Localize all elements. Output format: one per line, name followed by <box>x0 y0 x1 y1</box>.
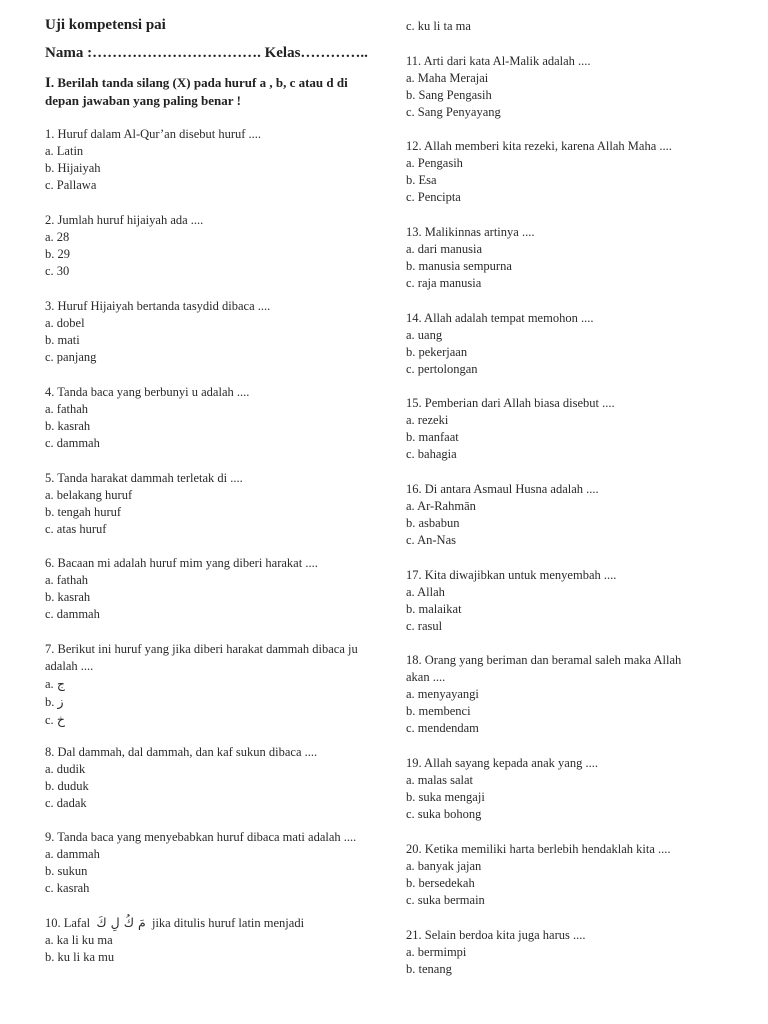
option-a: a. rezeki <box>406 413 449 427</box>
option-c: c. raja manusia <box>406 276 482 290</box>
option-b: b. pekerjaan <box>406 345 468 359</box>
option-c: c. suka bohong <box>406 807 482 821</box>
question-11 <box>406 53 706 121</box>
option-a: a. malas salat <box>406 773 473 787</box>
option-b: b. malaikat <box>406 602 462 616</box>
question-2 <box>45 212 365 280</box>
question-14 <box>406 310 706 378</box>
option-a: a. dammah <box>45 847 100 861</box>
option-a: a. banyak jajan <box>406 859 482 873</box>
question-stem: 5. Tanda harakat dammah terletak di .... <box>45 471 243 485</box>
option-letter: c. <box>45 713 54 727</box>
question-stem: 7. Berikut ini huruf yang jika diberi harakat dammah dibaca ju adalah .... <box>45 642 358 673</box>
option-a: a. dari manusia <box>406 242 483 256</box>
question-6 <box>45 555 365 623</box>
arabic-letter: ج <box>56 676 65 691</box>
stem-prefix: 10. Lafal <box>45 916 91 930</box>
option-b: b. tenang <box>406 962 452 976</box>
option-c: c. dammah <box>45 436 100 450</box>
question-stem: 16. Di antara Asmaul Husna adalah .... <box>406 482 599 496</box>
option-b: b. Esa <box>406 173 437 187</box>
option-a: a. belakang huruf <box>45 488 133 502</box>
option-c: c. dammah <box>45 607 100 621</box>
option-b: b. kasrah <box>45 419 91 433</box>
question-stem: 15. Pemberian dari Allah biasa disebut .... <box>406 396 615 410</box>
question-1 <box>45 126 365 194</box>
option-c: c. suka bermain <box>406 893 485 907</box>
question-stem: 1. Huruf dalam Al-Qur’an disebut huruf .... <box>45 127 262 141</box>
question-stem: 8. Dal dammah, dal dammah, dan kaf sukun dibaca .... <box>45 745 318 759</box>
option-c: c. mendendam <box>406 721 479 735</box>
option-c: c. ku li ta ma <box>406 19 471 33</box>
option-b: b. kasrah <box>45 590 91 604</box>
page-title: Uji kompetensi pai <box>45 17 166 33</box>
option-a: a. 28 <box>45 230 70 244</box>
question-16 <box>406 481 706 549</box>
question-stem: 11. Arti dari kata Al-Malik adalah .... <box>406 54 591 68</box>
option-a: a. dobel <box>45 316 85 330</box>
question-stem: 14. Allah adalah tempat memohon .... <box>406 311 594 325</box>
option-b: b. membenci <box>406 704 471 718</box>
option-b: b. Hijaiyah <box>45 161 101 175</box>
question-stem: 3. Huruf Hijaiyah bertanda tasydid dibaca .... <box>45 299 271 313</box>
question-stem: 12. Allah memberi kita rezeki, karena Allah Maha .... <box>406 139 672 153</box>
option-c: c. Pallawa <box>45 178 97 192</box>
question-stem <box>45 914 365 932</box>
option-a: a. Maha Merajai <box>406 71 489 85</box>
option-c <box>45 711 365 729</box>
option-b <box>45 693 365 711</box>
question-stem: 6. Bacaan mi adalah huruf mim yang diberi harakat .... <box>45 556 318 570</box>
question-stem: 20. Ketika memiliki harta berlebih hendaklah kita .... <box>406 842 671 856</box>
option-c: c. dadak <box>45 796 87 810</box>
question-9 <box>45 829 365 897</box>
option-b: b. bersedekah <box>406 876 475 890</box>
question-stem: 21. Selain berdoa kita juga harus .... <box>406 928 586 942</box>
question-10 <box>45 914 365 966</box>
option-c: c. bahagia <box>406 447 457 461</box>
option-b: b. duduk <box>45 779 89 793</box>
option-a: a. Pengasih <box>406 156 463 170</box>
option-c: c. kasrah <box>45 881 90 895</box>
option-letter: b. <box>45 695 55 709</box>
option-a: a. uang <box>406 328 443 342</box>
question-stem: 13. Malikinnas artinya .... <box>406 225 535 239</box>
option-b: b. mati <box>45 333 80 347</box>
option-a: a. Ar-Rahmān <box>406 499 476 513</box>
question-3 <box>45 298 365 366</box>
question-5 <box>45 470 365 538</box>
stem-suffix: jika ditulis huruf latin menjadi <box>151 916 305 930</box>
question-15 <box>406 395 706 463</box>
option-c: c. Sang Penyayang <box>406 105 501 119</box>
option-b: b. manusia sempurna <box>406 259 512 273</box>
question-stem: 2. Jumlah huruf hijaiyah ada .... <box>45 213 204 227</box>
option-letter: a. <box>45 677 54 691</box>
question-13 <box>406 224 706 292</box>
option-b: b. ku li ka mu <box>45 950 115 964</box>
question-stem: 4. Tanda baca yang berbunyi u adalah .... <box>45 385 250 399</box>
option-b: b. Sang Pengasih <box>406 88 492 102</box>
question-4 <box>45 384 365 452</box>
option-b: b. sukun <box>45 864 88 878</box>
question-8 <box>45 744 365 812</box>
option-c: c. pertolongan <box>406 362 478 376</box>
option-a: a. ka li ku ma <box>45 933 113 947</box>
option-c: c. An-Nas <box>406 533 456 547</box>
option-a: a. dudik <box>45 762 86 776</box>
question-stem: 9. Tanda baca yang menyebabkan huruf dibaca mati adalah .... <box>45 830 357 844</box>
option-a: a. Latin <box>45 144 84 158</box>
question-12 <box>406 138 706 206</box>
question-17 <box>406 567 706 635</box>
option-c: c. Pencipta <box>406 190 461 204</box>
instruction-body: . Berilah tanda silang (X) pada huruf a , b, c atau d di depan jawaban yang paling benar ! <box>45 75 348 108</box>
option-b: b. asbabun <box>406 516 460 530</box>
option-b: b. 29 <box>45 247 70 261</box>
question-18 <box>406 652 706 737</box>
option-c: c. rasul <box>406 619 443 633</box>
question-stem: 17. Kita diwajibkan untuk menyembah .... <box>406 568 617 582</box>
option-a: a. bermimpi <box>406 945 467 959</box>
question-19 <box>406 755 706 823</box>
question-7 <box>45 641 365 729</box>
option-b: b. suka mengaji <box>406 790 485 804</box>
question-10-continued <box>406 18 706 35</box>
option-a: a. menyayangi <box>406 687 479 701</box>
question-21 <box>406 927 706 978</box>
option-a: a. fathah <box>45 573 89 587</box>
question-stem: 18. Orang yang beriman dan beramal saleh maka Allah akan .... <box>406 653 682 684</box>
question-20 <box>406 841 706 909</box>
option-c: c. 30 <box>45 264 70 278</box>
option-a: a. fathah <box>45 402 89 416</box>
option-b: b. tengah huruf <box>45 505 122 519</box>
question-stem: 19. Allah sayang kepada anak yang .... <box>406 756 598 770</box>
arabic-letter: ز <box>57 694 64 709</box>
arabic-word: مَ كُ لِ كَ <box>96 915 146 930</box>
option-c: c. panjang <box>45 350 97 364</box>
option-a: a. Allah <box>406 585 445 599</box>
instruction-text <box>45 74 355 110</box>
option-a <box>45 675 365 693</box>
instruction-numeral: I <box>45 75 51 91</box>
option-c: c. atas huruf <box>45 522 107 536</box>
name-class-line: Nama :……………………………. Kelas………….. <box>45 45 368 61</box>
option-b: b. manfaat <box>406 430 459 444</box>
arabic-letter: خ <box>56 712 65 727</box>
